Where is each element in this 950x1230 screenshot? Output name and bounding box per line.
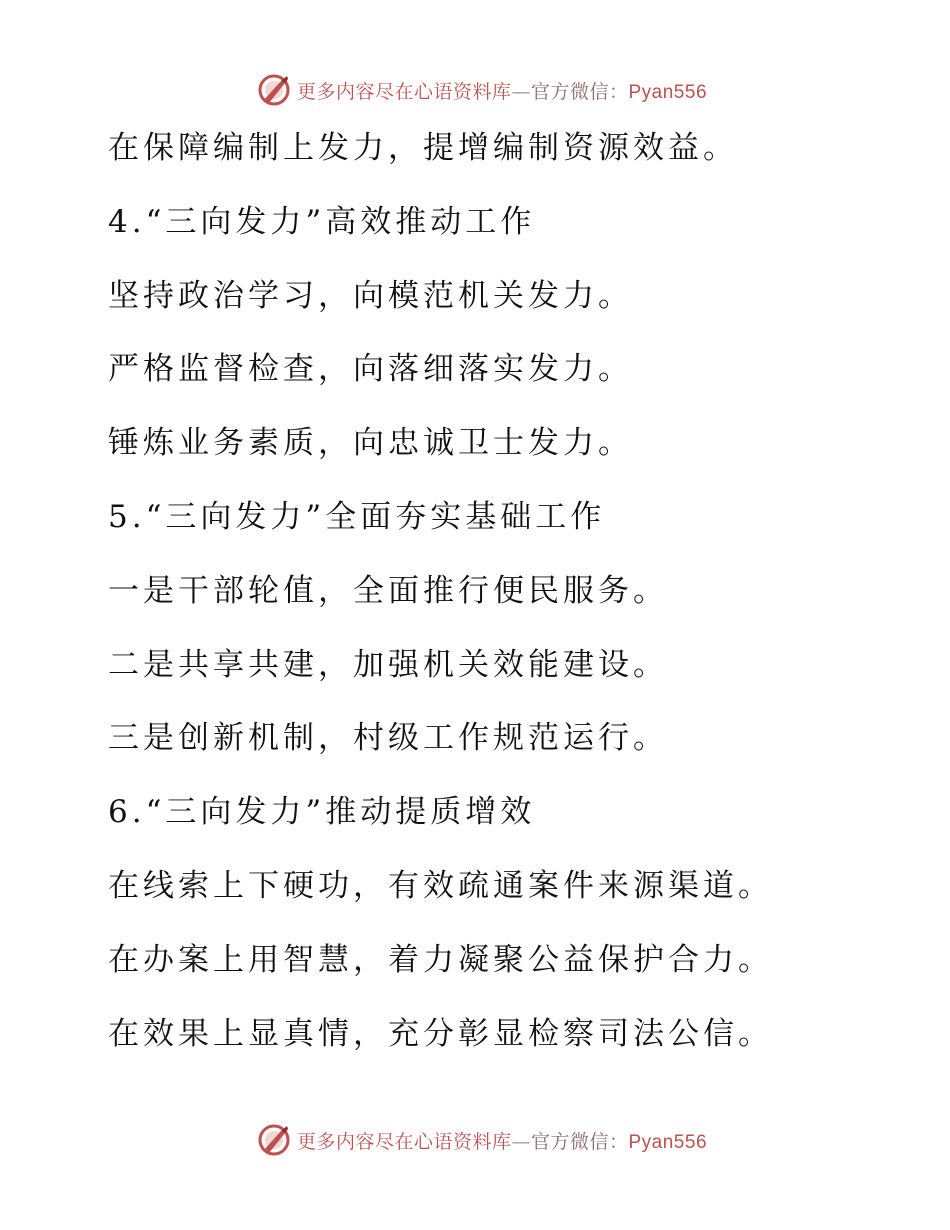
section-heading: 6.“三向发力”推动提质增效 (108, 794, 536, 831)
header-contact-label: 官方微信： (530, 80, 629, 103)
footer-separator: — (511, 1130, 531, 1153)
header-watermark-text (297, 77, 707, 104)
footer-watermark-banner (0, 1120, 950, 1160)
pen-logo-icon (257, 1123, 291, 1157)
body-line: 在保障编制上发力，提增编制资源效益。 (108, 130, 738, 166)
body-line: 一是干部轮值，全面推行便民服务。 (108, 572, 668, 609)
document-body (108, 118, 908, 1077)
body-line: 三是创新机制，村级工作规范运行。 (108, 720, 668, 757)
footer-watermark-text (297, 1127, 707, 1154)
header-contact-id: Pyan556 (628, 81, 708, 103)
header-separator: — (511, 80, 531, 103)
body-line: 在线索上下硬功，有效疏通案件来源渠道。 (108, 867, 773, 904)
section-heading: 4.“三向发力”高效推动工作 (108, 203, 536, 240)
section-heading: 5.“三向发力”全面夯实基础工作 (108, 498, 606, 535)
footer-site-text: 更多内容尽在心语资料库 (296, 1130, 512, 1153)
header-watermark-banner (0, 70, 950, 110)
body-line: 坚持政治学习，向模范机关发力。 (108, 277, 633, 314)
footer-contact-id: Pyan556 (628, 1131, 708, 1153)
footer-contact-label: 官方微信： (530, 1130, 629, 1153)
pen-logo-icon (257, 73, 291, 107)
body-line: 锤炼业务素质，向忠诚卫士发力。 (108, 425, 633, 462)
body-line: 严格监督检查，向落细落实发力。 (108, 351, 633, 388)
body-line: 在办案上用智慧，着力凝聚公益保护合力。 (108, 941, 773, 978)
body-line: 在效果上显真情，充分彰显检察司法公信。 (108, 1015, 773, 1052)
body-line: 二是共享共建，加强机关效能建设。 (108, 646, 668, 683)
header-site-text: 更多内容尽在心语资料库 (296, 80, 512, 103)
